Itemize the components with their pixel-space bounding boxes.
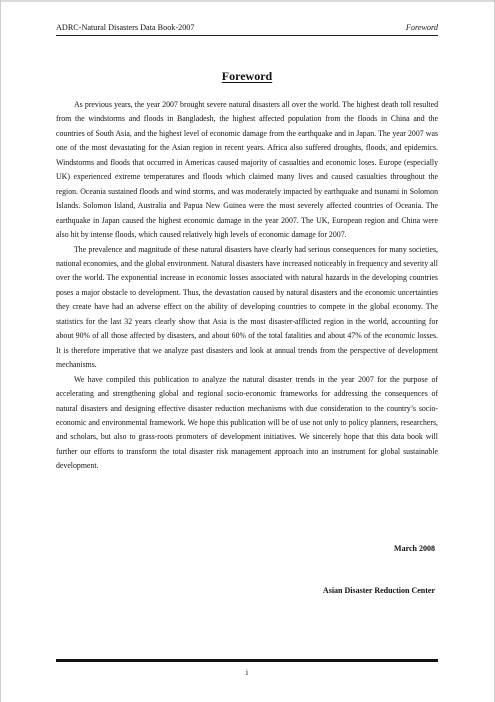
signature-date: March 2008 xyxy=(394,544,435,553)
paragraph-1: As previous years, the year 2007 brought severe natural disasters all over the world. The highest death toll resulted from the windstorms and floods in Bangladesh, the highest affected population from the floods in China and the countries of South Asia, and the highest level of economic damage from the earthquake and in Japan. The year 2007 was one of the most devastating for the Asian region in recent years. Africa also suffered droughts, floods, and epidemics. Windstorms and floods that occurred in Americas caused majority of casualties and economic loses. Europe (especially UK) experienced extreme temperatures and floods which claimed many lives and caused casualties throughout the region. Oceania sustained floods and wind storms, and was moderately impacted by earthquake and tsunami in Solomon Islands. Solomon Island, Australia and Papua New Guinea were the most severely affected countries of Oceania. The earthquake in Japan caused the highest economic damage in the year 2007. The UK, European region and China were also hit by intense floods, which caused relatively high levels of economic damage for 2007. xyxy=(56,100,438,240)
header-section-name: Foreword xyxy=(405,23,438,32)
paragraph-2: The prevalence and magnitude of these natural disasters have clearly had serious consequences for many societies, national economies, and the global environment. Natural disasters have increased noticeably in frequency and severity all over the world. The exponential increase in economic losses associated with natural hazards in the developing countries poses a major obstacle to development. Thus, the devastation caused by natural disasters and the economic uncertainties they create have had an adverse effect on the ability of developing countries to compete in the global economy. The statistics for the last 32 years clearly show that Asia is the most disaster-afflicted region in the world, accounting for about 90% of all those affected by disasters, and about 60% of the total fatalities and about 47% of the economic losses. It is therefore imperative that we analyze past disasters and look at annual trends from the perspective of development mechanisms. xyxy=(56,244,438,370)
page-title xyxy=(56,69,438,83)
paragraph-3: We have compiled this publication to analyze the natural disaster trends in the year 2007 for the purpose of accelerating and strengthening global and regional socio-economic frameworks for addressing the consequences of natural disasters and designing effective disaster reduction mechanisms with due consideration to the country’s socio-economic and environmental framework. We hope this publication will be of use not only to policy planners, researchers, and scholars, but also to grass-roots promoters of development initiatives. We sincerely hope that this data book will further our efforts to transform the total disaster risk management approach into an instrument for global sustainable development. xyxy=(56,374,438,471)
page-title-text: Foreword xyxy=(221,69,273,83)
foreword-body xyxy=(56,98,438,474)
page-left-border xyxy=(0,0,1,702)
footer-rule xyxy=(56,659,438,662)
page-top-border xyxy=(0,0,495,2)
header-book-title: ADRC-Natural Disasters Data Book-2007 xyxy=(56,23,195,32)
page-number: i xyxy=(245,668,249,677)
header-rule xyxy=(56,35,438,36)
signature-organization: Asian Disaster Reduction Center xyxy=(322,586,435,595)
running-header xyxy=(56,23,438,33)
